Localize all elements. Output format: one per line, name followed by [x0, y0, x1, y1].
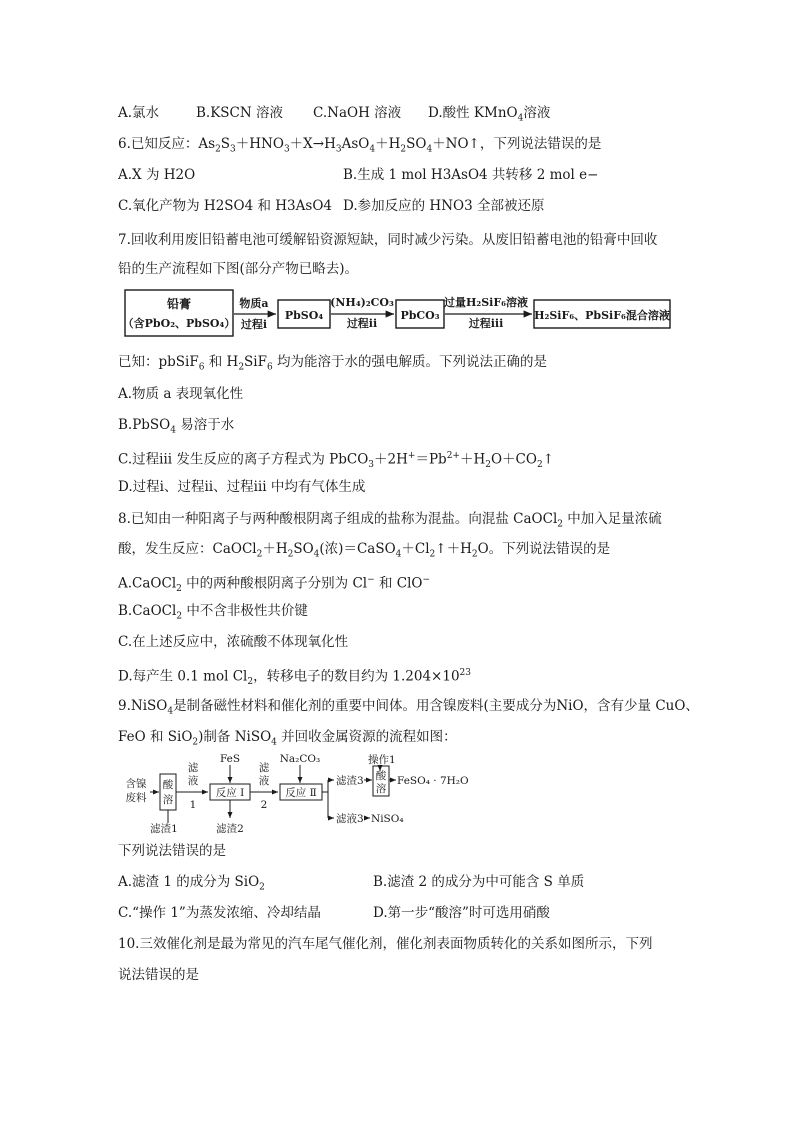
- svg-text:NiSO₄: NiSO₄: [371, 813, 404, 825]
- svg-text:过量H₂SiF₆溶液: 过量H₂SiF₆溶液: [444, 296, 528, 309]
- q5-option-c: C.NaOH 溶液: [313, 105, 402, 121]
- q8-option-d: D.每产生 0.1 mol $Cl_2$，转移电子的数目约为 $1.204\times 10^{23}$: [118, 668, 471, 688]
- q8-option-a: A.CaOCl$_2$ 中的两种酸根阴离子分别为 Cl− 和 ClO−: [118, 575, 431, 595]
- q5-option-b: B.KSCN 溶液: [196, 105, 283, 121]
- svg-text:废料: 废料: [125, 792, 147, 804]
- svg-text:FeSO₄ · 7H₂O: FeSO₄ · 7H₂O: [397, 775, 469, 787]
- q7-known: 已知：pbSiF$_6$ 和 $H_2SiF_6$ 均为能溶于水的强电解质。下列说法正确的是: [118, 354, 548, 373]
- svg-text:PbCO₃: PbCO₃: [400, 309, 440, 322]
- svg-text:滤渣3: 滤渣3: [336, 775, 364, 787]
- q9-stem-line2: FeO 和 SiO$_2$)制备 NiSO$_4$ 并回收金属资源的流程如图：: [118, 729, 457, 748]
- svg-text:反应 Ⅰ: 反应 Ⅰ: [215, 787, 245, 799]
- q10-stem-line1: 10.三效催化剂是最为常见的汽车尾气催化剂，催化剂表面物质转化的关系如图所示，下列: [118, 936, 653, 952]
- q8-option-c: C.在上述反应中，浓硫酸不体现氧化性: [118, 634, 349, 650]
- svg-text:过程ii: 过程ii: [346, 317, 378, 330]
- q8-stem-line2: 酸，发生反应：$CaOCl_2+H_2SO_4$(浓)$=CaSO_4+Cl_2↑+H_2O$。下列说法错误的是: [118, 541, 611, 560]
- svg-text:操作1: 操作1: [368, 754, 396, 766]
- q8-option-b: B.CaOCl$_2$ 中不含非极性共价键: [118, 603, 308, 622]
- q7-option-a: A.物质 a 表现氧化性: [118, 386, 244, 402]
- svg-text:滤: 滤: [258, 762, 270, 774]
- q6-option-a: A.X 为 H2O: [118, 167, 196, 183]
- q7-flowchart: [118, 286, 678, 342]
- svg-text:H₂SiF₆、PbSiF₆混合溶液: H₂SiF₆、PbSiF₆混合溶液: [534, 309, 670, 322]
- q9-stem-line1: 9.NiSO$_4$是制备磁性材料和催化剂的重要中间体。用含镍废料(主要成分为NiO，含有少量 CuO、: [118, 698, 699, 717]
- q9-option-c: C.“操作 1”为蒸发浓缩、冷却结晶: [118, 905, 321, 921]
- q6-stem: 6.已知反应：$As_2S_3+HNO_3+X\to H_3AsO_4+H_2SO_4+NO↑$，下列说法错误的是: [118, 136, 602, 155]
- svg-text:滤: 滤: [187, 762, 199, 774]
- svg-text:滤液3: 滤液3: [336, 813, 364, 825]
- svg-text:酸: 酸: [162, 779, 174, 791]
- q5-option-d: D.酸性 KMnO$_4$溶液: [428, 105, 551, 124]
- svg-text:滤渣2: 滤渣2: [216, 823, 244, 835]
- q9-option-b: B.滤渣 2 的成分为中可能含 S 单质: [373, 874, 585, 890]
- q10-stem-line2: 说法错误的是: [118, 967, 199, 983]
- svg-text:滤渣1: 滤渣1: [150, 823, 178, 835]
- q6-option-d: D.参加反应的 HNO3 全部被还原: [343, 198, 545, 214]
- svg-text:物质a: 物质a: [239, 297, 269, 310]
- q5-option-a: A.氯水: [118, 105, 160, 121]
- q9-after: 下列说法错误的是: [118, 843, 226, 859]
- svg-text:过程iii: 过程iii: [468, 317, 504, 330]
- svg-text:溶: 溶: [375, 783, 387, 795]
- svg-text:酸: 酸: [375, 770, 387, 782]
- svg-text:过程i: 过程i: [240, 318, 268, 331]
- svg-text:含镍: 含镍: [125, 778, 147, 790]
- q7-stem-line2: 铅的生产流程如下图(部分产物已略去)。: [118, 261, 359, 277]
- q7-stem-line1: 7.回收利用废旧铅蓄电池可缓解铅资源短缺，同时减少污染。从废旧铅蓄电池的铅膏中回收: [118, 232, 658, 248]
- flow-box-paste-l2: （含PbO₂、PbSO₄）: [122, 317, 236, 330]
- q7-option-c: C.过程ⅲ 发生反应的离子方程式为 $PbCO_3+2H^+=Pb^{2+}+H_2O+CO_2↑$: [118, 451, 554, 471]
- q8-stem-line1: 8.已知由一种阳离子与两种酸根阴离子组成的盐称为混盐。向混盐 CaOCl$_2$ 中加入足量浓硫: [118, 511, 662, 530]
- q6-option-c: C.氧化产物为 H2SO4 和 H3AsO4: [118, 198, 332, 214]
- svg-text:FeS: FeS: [219, 753, 241, 765]
- svg-text:1: 1: [189, 799, 197, 811]
- q7-option-b: B.PbSO$_4$ 易溶于水: [118, 417, 235, 436]
- q9-option-a: A.滤渣 1 的成分为 SiO$_2$: [118, 874, 265, 893]
- q6-option-b: B.生成 1 mol H3AsO4 共转移 2 mol e−: [343, 167, 599, 183]
- flow-box-paste-l1: 铅膏: [166, 297, 192, 311]
- svg-text:液: 液: [187, 775, 199, 787]
- q7-option-d: D.过程ⅰ、过程ⅱ、过程ⅲ 中均有气体生成: [118, 479, 366, 495]
- svg-text:液: 液: [258, 775, 270, 787]
- svg-text:2: 2: [260, 799, 268, 811]
- q9-flowchart: [118, 752, 488, 840]
- svg-text:PbSO₄: PbSO₄: [284, 309, 324, 322]
- svg-text:反应 Ⅱ: 反应 Ⅱ: [285, 787, 317, 799]
- svg-text:(NH₄)₂CO₃: (NH₄)₂CO₃: [330, 296, 394, 309]
- q9-option-d: D.第一步“酸溶”时可选用硝酸: [373, 905, 550, 921]
- svg-text:Na₂CO₃: Na₂CO₃: [279, 753, 321, 765]
- svg-text:溶: 溶: [162, 794, 174, 806]
